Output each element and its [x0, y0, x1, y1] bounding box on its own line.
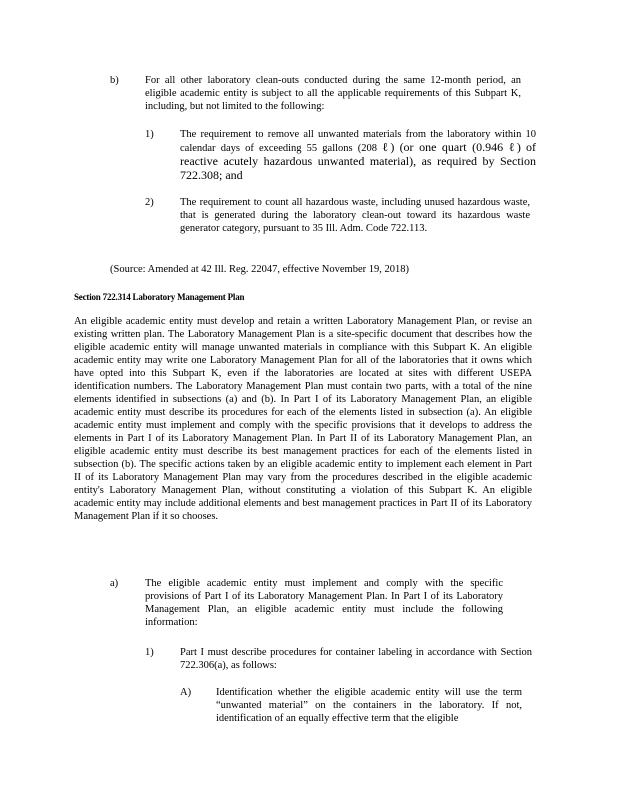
liter-symbol-2: ℓ) [508, 140, 521, 154]
item-b2-text: The requirement to count all hazardous waste, including unused hazardous waste, that is generated during the laboratory clean-out toward its hazardous waste generator category, pursuant to 35 Ill. Adm. Code 722.113. [180, 197, 530, 234]
item-A-label: A) [180, 687, 192, 698]
item-b-text: For all other laboratory clean-outs conducted during the same 12-month period, an eligible academic entity is subject to all the applicable requirements of this Subpart K, including, but not limited to the following: [145, 75, 521, 112]
item-b1-text-part2: (or one quart (0.946 [399, 140, 509, 154]
item-a1-label: 1) [145, 647, 154, 658]
source-note: (Source: Amended at 42 Ill. Reg. 22047, effective November 19, 2018) [110, 264, 409, 275]
item-a-text: The eligible academic entity must implement and comply with the specific provisions of Part I of its Laboratory Management Plan. In Part I of its Laboratory Management Plan, an eligible academic entity must include the following information: [145, 578, 503, 628]
item-b2-label: 2) [145, 197, 154, 208]
item-a-label: a) [110, 578, 119, 589]
item-A-text: Identification whether the eligible academic entity will use the term “unwanted material” on the containers in the laboratory. If not, identification of an equally effective term that the eligible [216, 687, 522, 724]
item-a1-text: Part I must describe procedures for container labeling in accordance with Section 722.306(a), as follows: [180, 647, 532, 671]
liter-symbol: ℓ) [382, 140, 395, 154]
section-heading: Section 722.314 Laboratory Management Plan [74, 292, 245, 302]
item-b1-text-part1: The requirement to remove all unwanted materials from the laboratory within 10 calendar days of exceeding 55 gallons (208 [180, 129, 536, 154]
item-b1-label: 1) [145, 129, 154, 140]
item-b1-text [180, 128, 536, 183]
item-b1-text-part3: of reactive acutely hazardous unwanted material), as required by Section 722.308; and [180, 140, 536, 182]
item-b-label: b) [110, 75, 119, 86]
intro-paragraph: An eligible academic entity must develop and retain a written Laboratory Management Plan, or revise an existing written plan. The Laboratory Management Plan is a site-specific document that describes how the eligible academic entity will manage unwanted materials in compliance with this Subpart K. An eligible academic entity may write one Laboratory Management Plan for all of the laboratories that it owns which have opted into this Subpart K, even if the laboratories are located at sites with different USEPA identification numbers. The Laboratory Management Plan must contain two parts, with a total of the nine elements identified in subsections (a) and (b). In Part I of its Laboratory Management Plan, an eligible academic entity must describe its procedures for each of the elements listed in subsection (a). An eligible academic entity must implement and comply with the specific provisions that it develops to address the elements in Part I of its Laboratory Management Plan. In Part II of its Laboratory Management Plan, an eligible academic entity must describe its best management practices for each of the elements listed in subsection (b). The specific actions taken by an eligible academic entity to implement each element in Part II of its Laboratory Management Plan may vary from the procedures described in the eligible academic entity's Laboratory Management Plan, without constituting a violation of this Subpart K. An eligible academic entity may include additional elements and best management practices in Part II of its Laboratory Management Plan if it so chooses. [74, 316, 532, 522]
